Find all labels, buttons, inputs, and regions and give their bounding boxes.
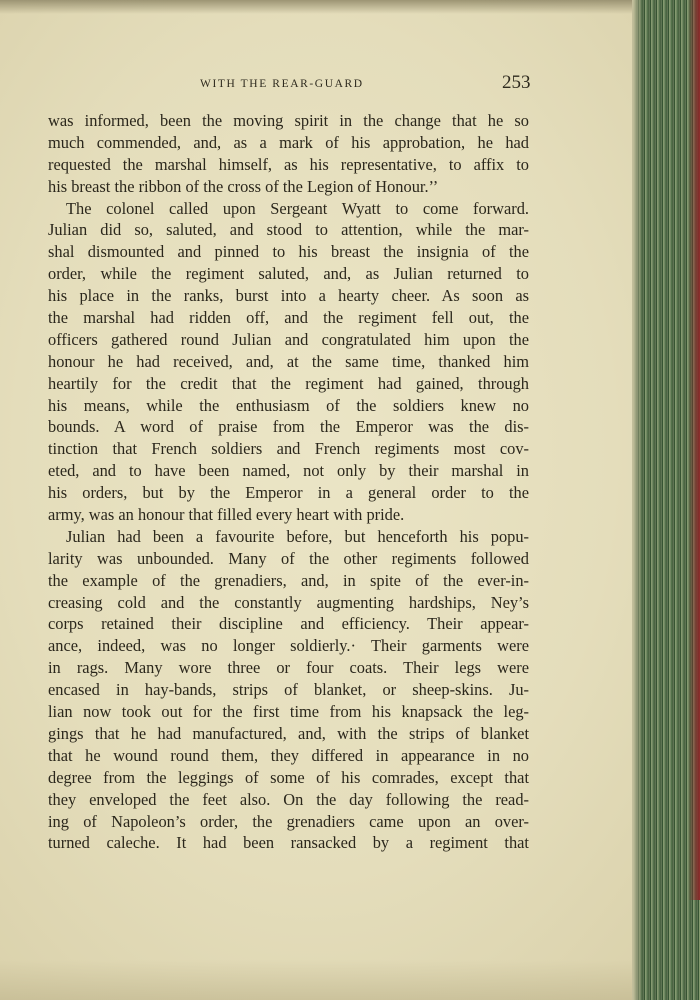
text-line: his breast the ribbon of the cross of the Legion of Honour.’’ bbox=[48, 176, 439, 196]
text-line: corps retained their discipline and efficiency. Their appear- bbox=[48, 614, 529, 634]
text-line: in rags. Many wore three or four coats. Their legs were bbox=[48, 658, 529, 678]
text-line: requested the marshal himself, as his representative, to affix to bbox=[48, 154, 529, 174]
text-line: tinction that French soldiers and French regiments most cov- bbox=[48, 439, 529, 459]
text-line: the marshal had ridden off, and the regiment fell out, the bbox=[48, 308, 529, 328]
text-line: Julian did so, saluted, and stood to attention, while the mar- bbox=[48, 220, 529, 240]
text-line: bounds. A word of praise from the Emperor was the dis- bbox=[48, 417, 529, 437]
text-line: turned caleche. It had been ransacked by a regiment that bbox=[48, 833, 529, 853]
text-line: much commended, and, as a mark of his approbation, he had bbox=[48, 132, 529, 152]
text-line: The colonel called upon Sergeant Wyatt to come forward. bbox=[66, 198, 529, 218]
text-line: honour he had received, and, at the same time, thanked him bbox=[48, 351, 529, 371]
text-line: eted, and to have been named, not only by their marshal in bbox=[48, 461, 529, 481]
running-title: WITH THE REAR-GUARD bbox=[200, 78, 364, 90]
text-line: encased in hay-bands, strips of blanket, or sheep-skins. Ju- bbox=[48, 680, 529, 700]
bottom-fade bbox=[0, 960, 640, 1000]
book-page-edges bbox=[632, 0, 700, 1000]
text-line: his means, while the enthusiasm of the soldiers knew no bbox=[48, 395, 529, 415]
text-line: his place in the ranks, burst into a hearty cheer. As soon as bbox=[48, 286, 529, 306]
text-line: degree from the leggings of some of his comrades, except that bbox=[48, 767, 529, 787]
text-line: gings that he had manufactured, and, with the strips of blanket bbox=[48, 723, 529, 743]
text-line: ing of Napoleon’s order, the grenadiers came upon an over- bbox=[48, 811, 529, 831]
text-line: his orders, but by the Emperor in a general order to the bbox=[48, 483, 529, 503]
text-line: heartily for the credit that the regiment had gained, through bbox=[48, 373, 529, 393]
text-line: larity was unbounded. Many of the other regiments followed bbox=[48, 548, 529, 568]
text-line: lian now took out for the first time from his knapsack the leg- bbox=[48, 702, 529, 722]
text-line: the example of the grenadiers, and, in spite of the ever-in- bbox=[48, 570, 529, 590]
text-line: that he wound round them, they differed in appearance in no bbox=[48, 745, 529, 765]
text-line: ance, indeed, was no longer soldierly.· Their garments were bbox=[48, 636, 529, 656]
text-line: they enveloped the feet also. On the day following the read- bbox=[48, 789, 529, 809]
text-line: army, was an honour that filled every heart with pride. bbox=[48, 505, 405, 525]
text-line: Julian had been a favourite before, but henceforth his popu- bbox=[66, 526, 529, 546]
text-line: order, while the regiment saluted, and, as Julian returned to bbox=[48, 264, 529, 284]
top-shadow bbox=[0, 0, 640, 14]
text-line: shal dismounted and pinned to his breast the insignia of the bbox=[48, 242, 529, 262]
page-number: 253 bbox=[502, 72, 531, 93]
body-text bbox=[48, 110, 529, 854]
text-line: creasing cold and the constantly augmenting hardships, Ney’s bbox=[48, 592, 529, 612]
text-line: was informed, been the moving spirit in the change that he so bbox=[48, 111, 529, 130]
text-line: officers gathered round Julian and congratulated him upon the bbox=[48, 329, 529, 349]
